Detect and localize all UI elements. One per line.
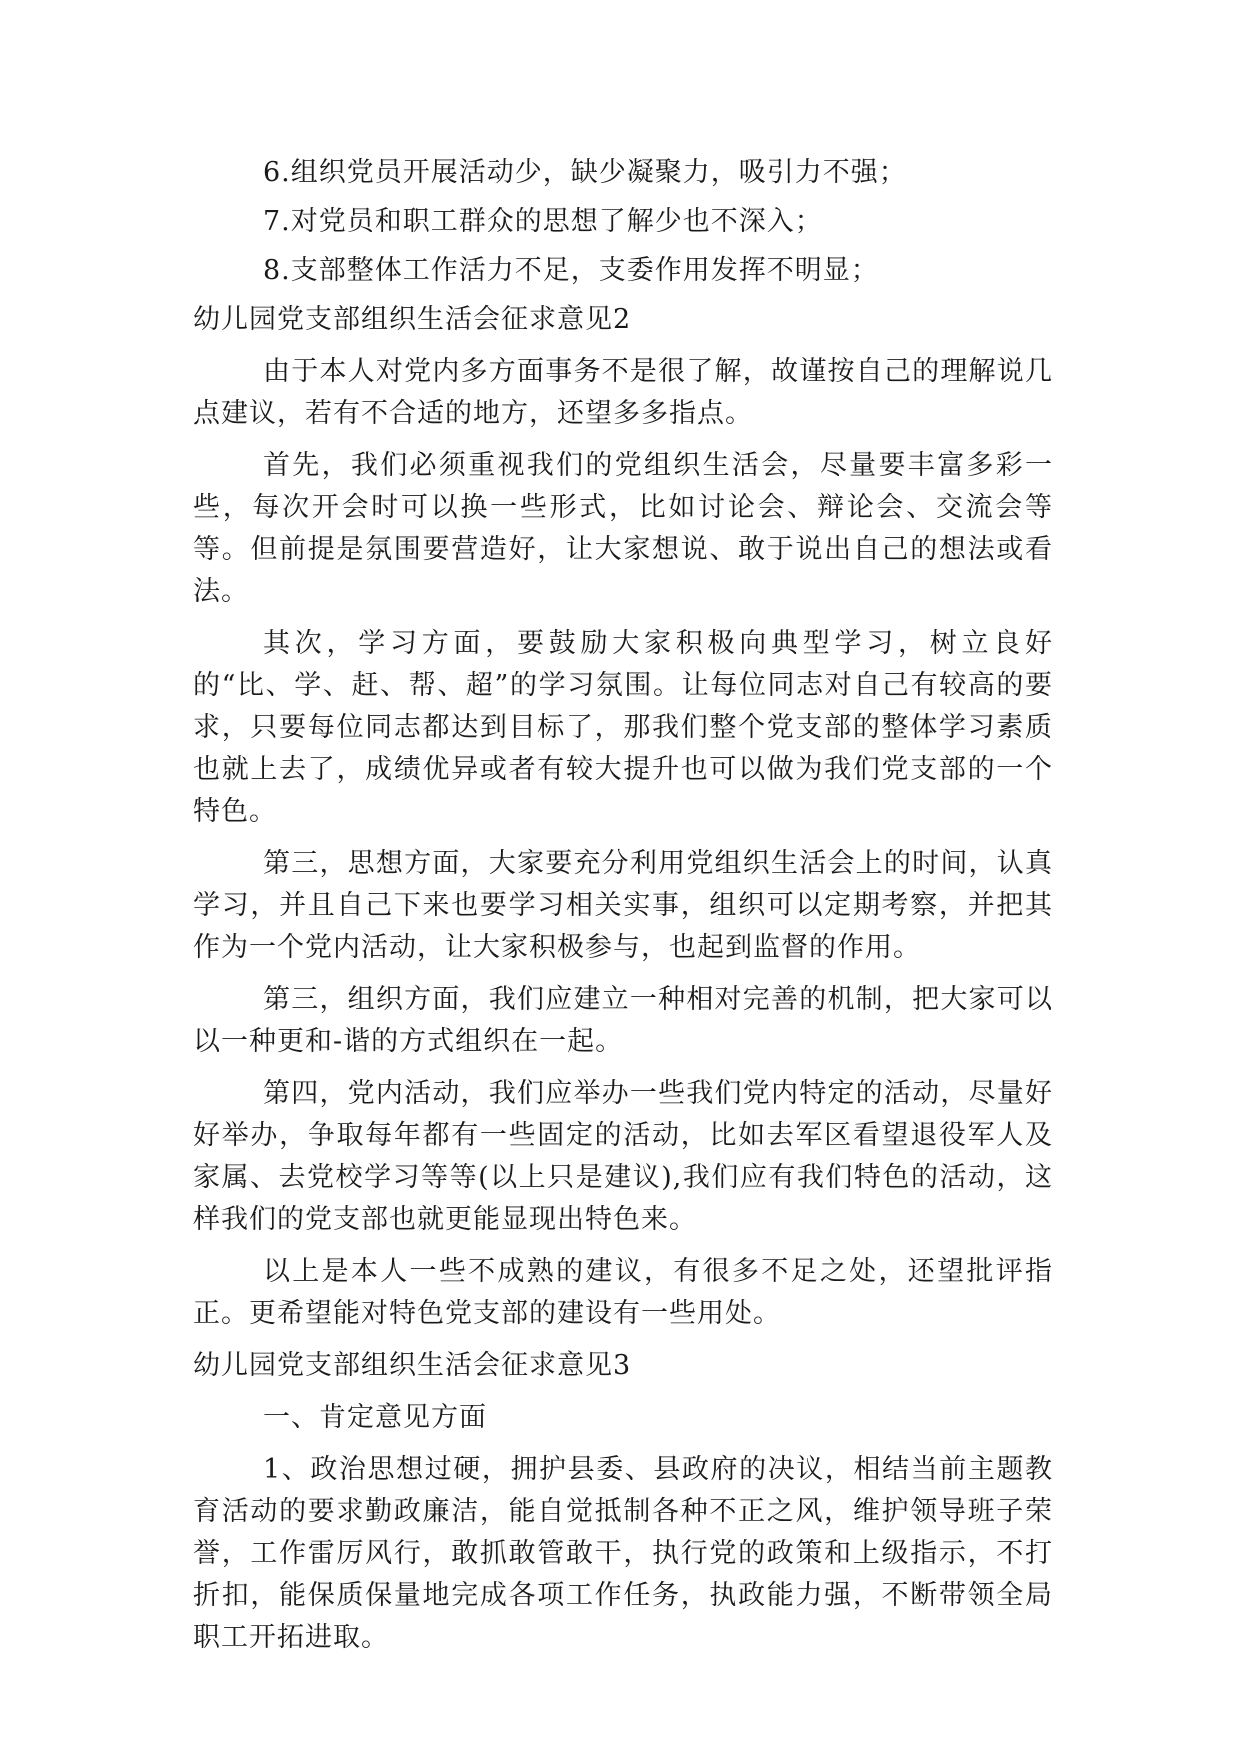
- paragraph: 一、肯定意见方面: [263, 1402, 487, 1433]
- paragraph: 其次，学习方面，要鼓励大家积极向典型学习，树立良好的“比、学、赶、帮、超”的学习氛围。让每位同志对自己有较高的要求，只要每位同志都达到目标了，那我们整个党支部的整体学习素质也就上去了，成绩优异或者有较大提升也可以做为我们党支部的一个特色。: [193, 628, 1053, 827]
- list-item: 7.对党员和职工群众的思想了解少也不深入；: [263, 206, 823, 237]
- paragraph: 以上是本人一些不成熟的建议，有很多不足之处，还望批评指正。更希望能对特色党支部的建设有一些用处。: [193, 1256, 1053, 1329]
- paragraph: 由于本人对党内多方面事务不是很了解，故谨按自己的理解说几点建议，若有不合适的地方，还望多多指点。: [193, 356, 1053, 429]
- paragraph: 第四，党内活动，我们应举办一些我们党内特定的活动，尽量好好举办，争取每年都有一些固定的活动，比如去军区看望退役军人及家属、去党校学习等等(以上只是建议),我们应有我们特色的活动，这样我们的党支部也就更能显现出特色来。: [193, 1078, 1053, 1235]
- paragraph: 首先，我们必须重视我们的党组织生活会，尽量要丰富多彩一些，每次开会时可以换一些形式，比如讨论会、辩论会、交流会等等。但前提是氛围要营造好，让大家想说、敢于说出自己的想法或看法。: [193, 450, 1053, 607]
- section-heading: 幼儿园党支部组织生活会征求意见3: [193, 1350, 632, 1381]
- paragraph: 1、政治思想过硬，拥护县委、县政府的决议，相结当前主题教育活动的要求勤政廉洁，能自觉抵制各种不正之风，维护领导班子荣誉，工作雷厉风行，敢抓敢管敢干，执行党的政策和上级指示，不打折扣，能保质保量地完成各项工作任务，执政能力强，不断带领全局职工开拓进取。: [193, 1454, 1053, 1653]
- paragraph: 第三，组织方面，我们应建立一种相对完善的机制，把大家可以以一种更和-谐的方式组织在一起。: [193, 984, 1053, 1057]
- paragraph: 第三，思想方面，大家要充分利用党组织生活会上的时间，认真学习，并且自己下来也要学习相关实事，组织可以定期考察，并把其作为一个党内活动，让大家积极参与，也起到监督的作用。: [193, 848, 1053, 963]
- document-body: [193, 152, 1053, 1669]
- list-item: 8.支部整体工作活力不足，支委作用发挥不明显；: [263, 255, 879, 286]
- section-heading: 幼儿园党支部组织生活会征求意见2: [193, 304, 632, 335]
- list-item: 6.组织党员开展活动少，缺少凝聚力，吸引力不强；: [263, 157, 907, 188]
